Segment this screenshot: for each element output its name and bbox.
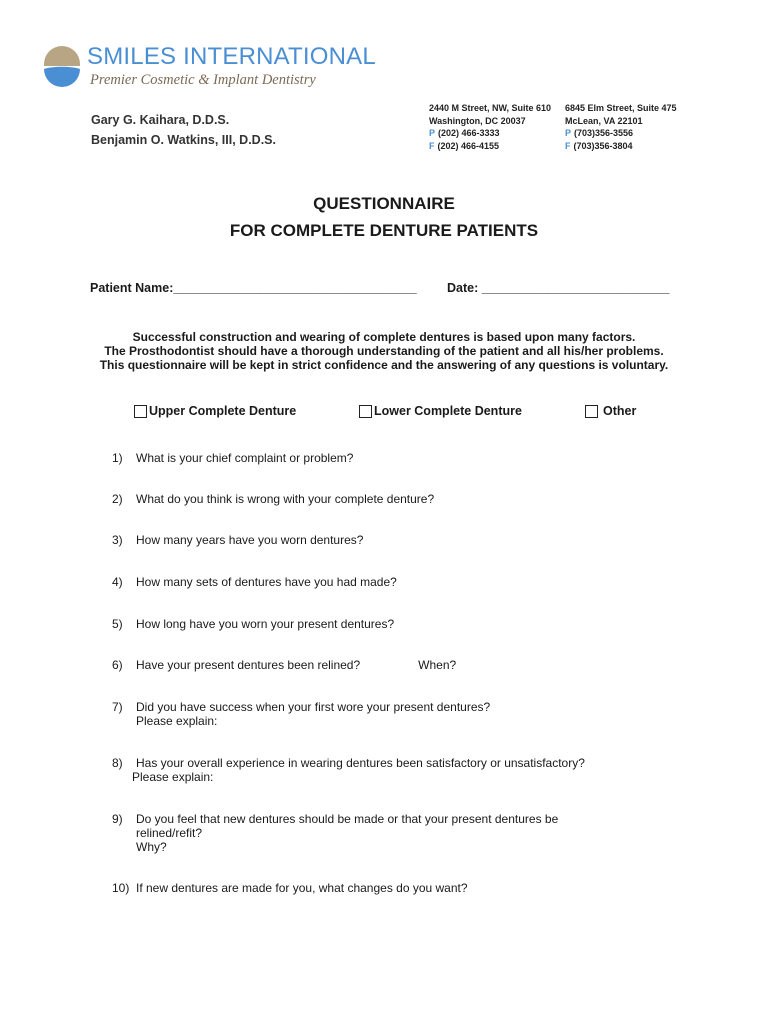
- question-text: If new dentures are made for you, what changes do you want?: [136, 881, 468, 895]
- patient-name-field[interactable]: Patient Name:___________________________________: [90, 281, 417, 295]
- option-label: Upper Complete Denture: [149, 404, 297, 418]
- question-number: 9): [112, 812, 123, 826]
- doctor-name: Gary G. Kaihara, D.D.S.: [91, 113, 230, 127]
- intro-line: This questionnaire will be kept in strict confidence and the answering of any questions is voluntary.: [99, 358, 669, 372]
- document-title: QUESTIONNAIRE: [313, 194, 455, 213]
- office-phone: (202) 466-3333: [438, 128, 500, 138]
- question-sub: Please explain:: [136, 714, 218, 728]
- question-number: 7): [112, 700, 123, 714]
- question-sub: Please explain:: [132, 770, 214, 784]
- date-field[interactable]: Date: ___________________________: [447, 281, 670, 295]
- question-text: How long have you worn your present dentures?: [136, 617, 395, 631]
- phone-label: P: [429, 128, 436, 138]
- checkbox[interactable]: [585, 405, 598, 418]
- intro-paragraph: [0, 330, 768, 372]
- office-city: McLean, VA 22101: [565, 115, 643, 126]
- question-text: Did you have success when your first wore your present dentures?: [136, 700, 491, 714]
- office-fax: (703)356-3804: [573, 140, 633, 151]
- question-number: 5): [112, 617, 123, 631]
- checkbox[interactable]: [134, 405, 147, 418]
- question-item: [112, 451, 353, 465]
- question-sub: Why?: [136, 840, 167, 854]
- upper-denture-option[interactable]: [134, 404, 296, 418]
- question-item: [112, 492, 434, 506]
- checkbox[interactable]: [359, 405, 372, 418]
- question-text: Do you feel that new dentures should be made or that your present dentures be: [136, 812, 559, 826]
- question-text: Have your present dentures been relined?: [136, 658, 361, 672]
- question-extra: When?: [418, 658, 457, 672]
- fax-label: F: [565, 140, 571, 151]
- phone-label: P: [565, 128, 572, 138]
- office-address-va: [565, 102, 677, 152]
- question-item: [112, 658, 456, 672]
- question-number: 8): [112, 756, 123, 770]
- office-street: 6845 Elm Street, Suite 475: [565, 103, 677, 113]
- office-city: Washington, DC 20037: [429, 115, 526, 126]
- question-item: [112, 700, 490, 728]
- question-item: [112, 575, 397, 589]
- doctors-list: [91, 110, 276, 150]
- question-text: Has your overall experience in wearing dentures been satisfactory or unsatisfactory?: [136, 756, 585, 770]
- office-address-dc: [429, 102, 551, 152]
- question-item: [112, 812, 558, 854]
- doctor-name: Benjamin O. Watkins, III, D.D.S.: [91, 133, 276, 147]
- document-subtitle: FOR COMPLETE DENTURE PATIENTS: [229, 221, 539, 240]
- option-label: Lower Complete Denture: [374, 404, 522, 418]
- office-phone: (703)356-3556: [574, 128, 634, 138]
- logo-mark: [42, 42, 82, 90]
- question-text: How many years have you worn dentures?: [136, 533, 364, 547]
- intro-line: Successful construction and wearing of complete dentures is based upon many factors.: [132, 330, 636, 344]
- question-item: [112, 533, 363, 547]
- option-label: Other: [603, 404, 637, 418]
- other-option[interactable]: [585, 404, 636, 418]
- question-number: 1): [112, 451, 123, 465]
- question-number: 2): [112, 492, 123, 506]
- question-number: 4): [112, 575, 123, 589]
- question-text: What is your chief complaint or problem?: [136, 451, 354, 465]
- question-sub: relined/refit?: [136, 826, 203, 840]
- brand-name: SMILES INTERNATIONAL: [87, 43, 376, 70]
- office-street: 2440 M Street, NW, Suite 610: [429, 103, 552, 113]
- lower-denture-option[interactable]: [359, 404, 522, 418]
- office-fax: (202) 466-4155: [437, 140, 500, 151]
- question-number: 10): [112, 881, 130, 895]
- question-number: 3): [112, 533, 123, 547]
- question-text: How many sets of dentures have you had made?: [136, 575, 397, 589]
- question-item: [112, 881, 468, 895]
- brand-tagline: Premier Cosmetic & Implant Dentistry: [90, 72, 316, 88]
- question-text: What do you think is wrong with your complete denture?: [136, 492, 435, 506]
- fax-label: F: [429, 140, 435, 151]
- question-number: 6): [112, 658, 123, 672]
- question-item: [112, 617, 394, 631]
- intro-line: The Prosthodontist should have a thorough understanding of the patient and all his/her problems.: [104, 344, 664, 358]
- question-item: [112, 756, 585, 784]
